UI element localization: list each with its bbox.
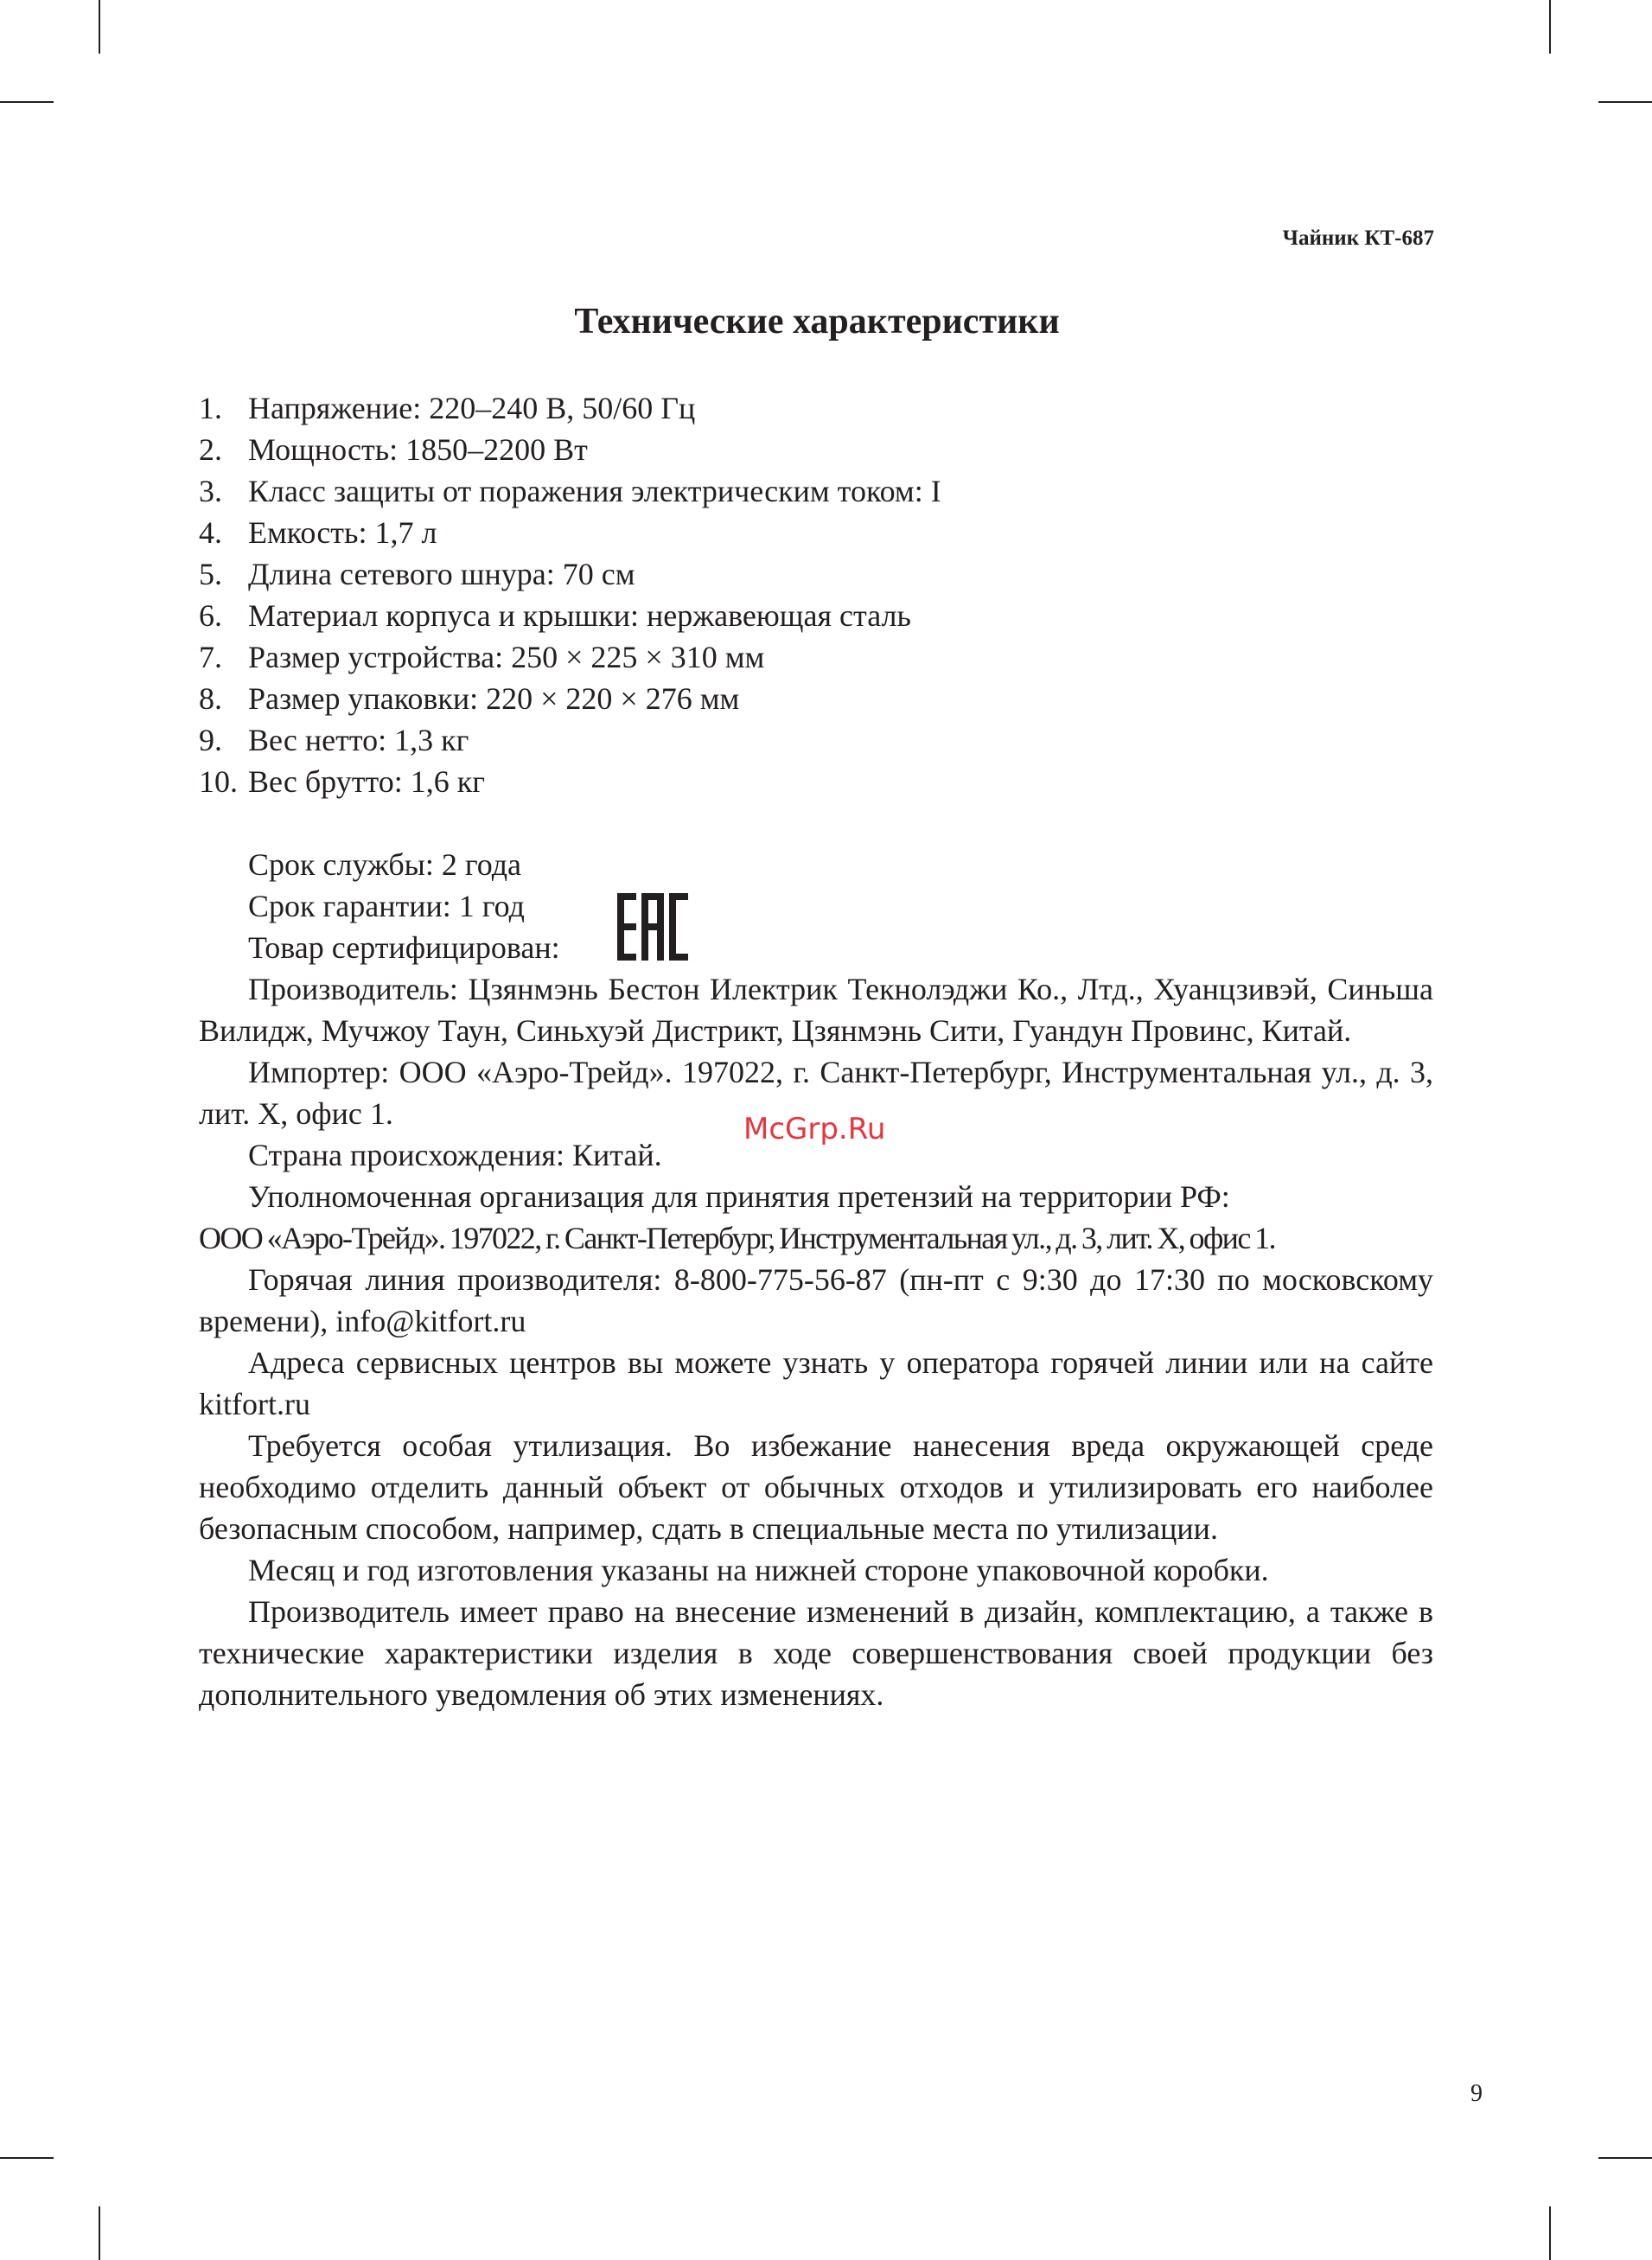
spec-item <box>199 429 941 470</box>
disposal-info: Требуется особая утилизация. Во избежание нанесения вреда окружающей среде необходимо отделить данный объект от обычных отходов и утилизировать его наиболее безопасным способом, например, сдать в специальные места по утилизации. <box>199 1428 1433 1546</box>
spec-text: Вес нетто: 1,3 кг <box>248 723 469 757</box>
service-centers-info: Адреса сервисных центров вы можете узнать у оператора горячей линии или на сайте kitfort.ru <box>199 1345 1433 1421</box>
spec-number: 4. <box>199 515 222 550</box>
spec-text: Размер устройства: 250 × 225 × 310 мм <box>248 640 765 674</box>
service-life: Срок службы: 2 года <box>248 847 522 882</box>
spec-text: Класс защиты от поражения электрическим током: I <box>248 474 941 508</box>
spec-item <box>199 636 941 678</box>
spec-item <box>199 553 941 595</box>
hotline-info: Горячая линия производителя: 8-800-775-56-87 (пн-пт с 9:30 до 17:30 по московскому времени), info@kitfort.ru <box>199 1262 1433 1338</box>
spec-text: Мощность: 1850–2200 Вт <box>248 432 588 467</box>
spec-item <box>199 678 941 719</box>
changes-notice: Производитель имеет право на внесение изменений в дизайн, комплектацию, а также в технические характеристики изделия в ходе совершенствования своей продукции без дополнительного уведомления об этих изменениях. <box>199 1594 1433 1712</box>
eac-certification-icon <box>617 893 688 961</box>
spec-number: 1. <box>199 391 222 425</box>
page-number: 9 <box>1470 2080 1483 2107</box>
spec-text: Материал корпуса и крышки: нержавеющая сталь <box>248 598 911 633</box>
spec-text: Размер упаковки: 220 × 220 × 276 мм <box>248 681 740 716</box>
spec-text: Емкость: 1,7 л <box>248 515 437 550</box>
spec-number: 7. <box>199 640 222 674</box>
certified-label: Товар сертифицирован: <box>248 930 560 965</box>
crop-mark-top-right-horizontal <box>1598 101 1652 103</box>
spec-item <box>199 512 941 553</box>
spec-item <box>199 719 941 761</box>
crop-mark-top-left-horizontal <box>0 101 54 103</box>
spec-item <box>199 595 941 636</box>
crop-mark-bottom-right-vertical <box>1549 2206 1551 2260</box>
origin-country: Страна происхождения: Китай. <box>248 1138 662 1172</box>
spec-number: 10. <box>199 764 238 799</box>
running-header: Чайник КТ-687 <box>1282 227 1434 250</box>
manufacture-date-info: Месяц и год изготовления указаны на нижней стороне упаковочной коробки. <box>248 1553 1269 1587</box>
spec-item <box>199 387 941 429</box>
page-title: Технические характеристики <box>574 302 1060 342</box>
spec-number: 8. <box>199 681 222 716</box>
crop-mark-bottom-left-vertical <box>99 2206 100 2260</box>
spec-text: Напряжение: 220–240 В, 50/60 Гц <box>248 391 696 425</box>
spec-number: 6. <box>199 598 222 633</box>
authorized-org-address: ООО «Аэро-Трейд». 197022, г. Санкт-Петербург, Инструментальная ул., д. 3, лит. Х, офис 1. <box>199 1221 1275 1255</box>
spec-item <box>199 470 941 512</box>
authorized-org-title: Уполномоченная организация для принятия претензий на территории РФ: <box>248 1179 1230 1214</box>
spec-item <box>199 761 941 802</box>
spec-number: 3. <box>199 474 222 508</box>
manufacturer-info: Производитель: Цзянмэнь Бестон Илектрик Текнолэджи Ко., Лтд., Хуанцзивэй, Синьша Вилидж, Мучжоу Таун, Синьхуэй Дистрикт, Цзянмэнь Сити, Гуандун Провинс, Китай. <box>199 972 1433 1048</box>
spec-number: 5. <box>199 557 222 591</box>
spec-text: Длина сетевого шнура: 70 см <box>248 557 635 591</box>
watermark: McGrp.Ru <box>743 1112 886 1146</box>
crop-mark-top-left-vertical <box>99 0 100 54</box>
info-text-block <box>199 844 1433 1715</box>
spec-text: Вес брутто: 1,6 кг <box>248 764 485 799</box>
crop-mark-top-right-vertical <box>1549 0 1551 54</box>
spec-number: 2. <box>199 432 222 467</box>
crop-mark-bottom-right-horizontal <box>1598 2157 1652 2159</box>
importer-info: Импортер: ООО «Аэро-Трейд». 197022, г. Санкт-Петербург, Инструментальная ул., д. 3, лит. Х, офис 1. <box>199 1055 1433 1131</box>
spec-number: 9. <box>199 723 222 757</box>
warranty: Срок гарантии: 1 год <box>248 889 525 923</box>
crop-mark-bottom-left-horizontal <box>0 2157 54 2159</box>
spec-list <box>199 387 941 802</box>
